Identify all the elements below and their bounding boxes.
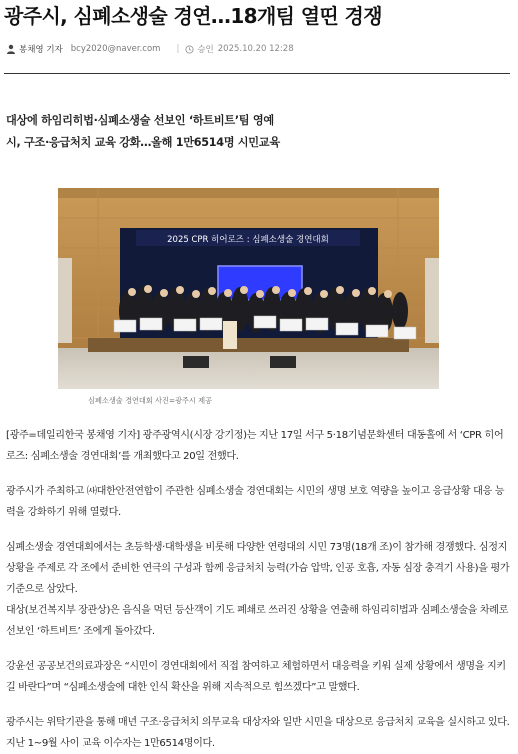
article-subtitle — [6, 110, 306, 154]
header-divider — [4, 73, 510, 74]
body-paragraph: 심폐소생술 경연대회에서는 초등학생·대학생을 비롯해 다양한 연령대의 시민 73명(18개 조)이 참가해 경쟁했다. 심정지 상황을 주제로 각 조에서 준비한 연극의 구성과 함께 응급처치 능력(가슴 압박, 인공 호흡, 자동 심장 충격기 사용)을 평가 기준으로 삼았다. — [6, 542, 510, 595]
approved-label: 승인 — [197, 45, 214, 55]
byline-separator: | — [176, 44, 180, 54]
subtitle-line: 시, 구조·응급처치 교육 강화…올해 1만6514명 시민교육 — [6, 136, 280, 149]
body-paragraph: 광주시는 위탁기관을 통해 매년 구조·응급처치 의무교육 대상자와 일반 시민을 대상으로 응급처치 교육을 실시하고 있다. 지난 1~9월 사이 교육 이수자는 1만6514명이다. — [6, 717, 510, 749]
publish-datetime: 2025.10.20 12:28 — [217, 44, 294, 54]
subtitle-line: 대상에 하임리히법·심폐소생술 선보인 ‘하트비트’팀 영예 — [6, 114, 274, 127]
person-icon — [6, 44, 16, 54]
body-paragraph: 강윤선 공공보건의료과장은 “시민이 경연대회에서 직접 참여하고 체험하면서 대응력을 키워 실제 상황에서 생명을 지키길 바란다”며 “심폐소생술에 대한 인식 확산을 위해 지속적으로 힘쓰겠다”고 말했다. — [6, 661, 506, 693]
reporter-email[interactable]: bcy2020@naver.com — [70, 44, 161, 54]
reporter-name[interactable]: 봉채영 기자 — [19, 45, 63, 55]
banner-text: 2025 CPR 히어로즈 : 심폐소생술 경연대회 — [167, 235, 329, 245]
body-paragraph: 광주시가 주최하고 ㈔대한안전연합이 주관한 심폐소생술 경연대회는 시민의 생명 보호 역량을 높이고 응급상황 대응 능력을 강화하기 위해 열렸다. — [6, 486, 505, 518]
clock-icon — [185, 45, 194, 54]
body-paragraph: [광주=데일리한국 봉채영 기자] 광주광역시(시장 강기정)는 지난 17일 서구 5·18기념문화센터 대동홀에 서 ‘CPR 히어로즈: 심폐소생술 경연대회’를 개최했다고 20일 전했다. — [6, 430, 504, 462]
byline — [6, 41, 294, 57]
body-paragraph: 대상(보건복지부 장관상)은 음식을 먹던 등산객이 기도 폐쇄로 쓰러진 상황을 연출해 하임리히법과 심폐소생술을 차례로 선보인 ‘하트비트’ 조에게 돌아갔다. — [6, 605, 509, 637]
article-photo[interactable] — [58, 188, 439, 389]
article-body — [6, 425, 510, 754]
article-headline: 광주시, 심폐소생술 경연…18개팀 열띤 경쟁 — [4, 4, 383, 28]
photo-caption: 심폐소생술 경연대회 사진=광주시 제공 — [88, 396, 212, 405]
